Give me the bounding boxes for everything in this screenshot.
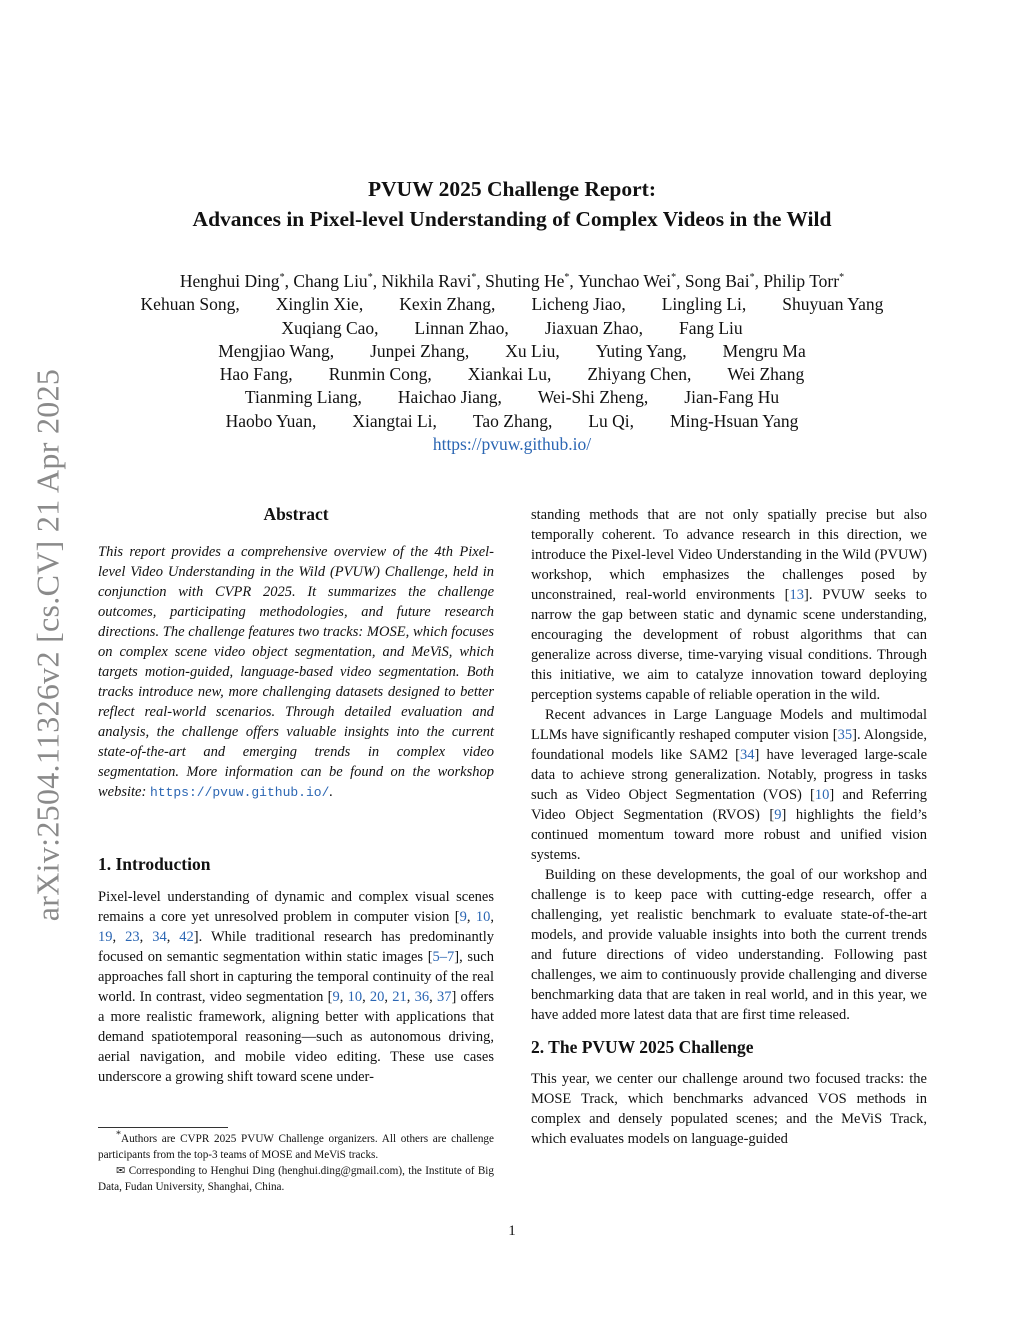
citation-link[interactable]: 13 xyxy=(789,587,805,603)
citation-link[interactable]: 20 xyxy=(369,988,385,1005)
citation-link[interactable]: 10 xyxy=(475,908,491,925)
abstract-url-link[interactable]: https://pvuw.github.io/ xyxy=(149,785,330,800)
text-run: , xyxy=(384,988,393,1005)
author-name: Licheng Jiao, xyxy=(531,294,626,315)
footnote-mark: * xyxy=(116,1129,121,1141)
author-name: Lingling Li, xyxy=(661,294,747,315)
arxiv-stamp: arXiv:2504.11326v2 [cs.CV] 21 Apr 2025 xyxy=(29,368,66,922)
text-run: ] have leveraged large-scale data to achieve strong generalization. Notably, progress in tasks such as Video Object Segmentation (VOS) [ xyxy=(531,747,928,803)
author-row xyxy=(0,293,1024,316)
author-row xyxy=(0,410,1024,433)
section-2-paragraph-1 xyxy=(531,1069,927,1149)
right-column xyxy=(531,505,927,1149)
author-name: Wei Zhang xyxy=(727,364,805,385)
author-name: Jiaxuan Zhao, xyxy=(544,317,643,338)
author-row xyxy=(0,340,1024,363)
organizer-mark: * xyxy=(367,272,373,284)
text-run: ]. PVUW seeks to narrow the gap between static and dynamic scene understanding, encouraging the development of robust algorithms that can generalize across diverse, time-varying visual conditions. Through this initiative, we aim to catalyze innovation toward deploying perception systems capable of reliable operation in the wild. xyxy=(531,587,927,703)
text-run: ], such approaches fall short in capturing the temporal continuity of the real world. In contrast, video segmentation [ xyxy=(98,948,494,1005)
author-name: Yunchao Wei xyxy=(578,271,672,291)
text-run: Building on these developments, the goal of our workshop and challenge is to keep pace with cutting-edge research, offer a challenging, yet realistic benchmark to evaluate state-of-the-art models, and provide valuable insights into both the current trends and future directions of video understanding. Following past challenges, we aim to continuously provide challenging and diverse benchmarking data that are taken in real world, and in this year, we have added more latest data that are first time released. xyxy=(531,867,927,1023)
text-run: ] offers a more realistic framework, aligning better with applications that demand spatiotemporal reasoning—such as autonomous driving, aerial navigation, and mobile video editing. These use cases underscore a growing shift toward scene under- xyxy=(98,988,495,1085)
author-name: Haobo Yuan, xyxy=(225,410,317,431)
author-name: Song Bai xyxy=(684,271,750,291)
author-name: Xuqiang Cao, xyxy=(281,317,379,338)
envelope-icon: ✉ xyxy=(116,1165,126,1177)
intro-paragraph-4 xyxy=(531,865,927,1025)
intro-paragraph-1 xyxy=(98,887,494,1087)
author-name: Yuting Yang, xyxy=(595,340,687,361)
text-run: , xyxy=(339,988,348,1005)
abstract-body: This report provides a comprehensive overview of the 4th Pixel-level Video Understanding in the Wild (PVUW) Challenge, held in conjunction with CVPR 2025. It summarizes the challenge outcomes, participating methodologies, and future research directions. The challenge features two tracks: MOSE, which focuses on complex scene video object segmentation, and MeViS, which targets motion-guided, language-based video segmentation. Both tracks introduce new, more challenging datasets designed to better reflect real-world scenarios. Through detailed evaluation and analysis, the challenge offers valuable insights into the current state-of-the-art and emerging trends in complex video segmentation. More information can be found on the workshop website: xyxy=(98,544,494,800)
left-column xyxy=(98,500,494,1087)
author-name: Xu Liu, xyxy=(505,340,560,361)
text-run: ]. While traditional research has predominantly focused on semantic segmentation within static images [ xyxy=(98,928,495,965)
citation-link[interactable]: 9 xyxy=(332,988,340,1005)
author-name: Runmin Cong, xyxy=(328,364,432,385)
text-run: This year, we center our challenge around two focused tracks: the MOSE Track, which benchmarks advanced VOS methods in complex and densely populated scenes; and the MeViS Track, which evaluates models on language-guided xyxy=(531,1071,927,1147)
author-row xyxy=(0,363,1024,386)
footnote-rule xyxy=(98,1127,228,1128)
author-name: Henghui Ding xyxy=(179,271,280,291)
text-run: ] highlights the field’s continued momentum toward more robust and unified vision systems. xyxy=(531,807,927,863)
organizer-mark: * xyxy=(671,272,677,284)
author-name: Mengjiao Wang, xyxy=(218,340,335,361)
intro-paragraph-3 xyxy=(531,705,927,865)
author-name: Jian-Fang Hu xyxy=(684,387,780,408)
footnote-organizers: *Authors are CVPR 2025 PVUW Challenge organizers. All others are challenge participants from the top-3 teams of MOSE and MeViS tracks. xyxy=(98,1129,494,1161)
author-block xyxy=(0,270,1024,456)
author-name: Mengru Ma xyxy=(722,340,806,361)
abstract-text xyxy=(98,542,494,803)
organizer-mark: * xyxy=(749,272,755,284)
project-url-link[interactable]: https://pvuw.github.io/ xyxy=(432,434,592,455)
author-name: Xinglin Xie, xyxy=(275,294,364,315)
citation-link[interactable]: 37 xyxy=(436,988,452,1005)
author-name: Hao Fang, xyxy=(219,364,293,385)
citation-link[interactable]: 10 xyxy=(347,988,363,1005)
abstract-heading: Abstract xyxy=(263,504,329,524)
author-name: Xiankai Lu, xyxy=(467,364,552,385)
author-name: Philip Torr xyxy=(763,271,840,291)
page-number: 1 xyxy=(508,1223,516,1239)
organizer-authors: Henghui Ding*, Chang Liu*, Nikhila Ravi*, Shuting He*, Yunchao Wei*, Song Bai*, Philip Torr* xyxy=(0,270,1024,293)
author-name: Lu Qi, xyxy=(588,410,635,431)
text-run: , xyxy=(362,988,370,1005)
citation-link[interactable]: 42 xyxy=(179,928,194,945)
citation-link[interactable]: 5–7 xyxy=(432,948,455,965)
citation-link[interactable]: 34 xyxy=(152,928,167,945)
author-row xyxy=(0,386,1024,409)
organizer-mark: * xyxy=(279,272,285,284)
organizer-mark: * xyxy=(471,272,477,284)
text-run: , xyxy=(166,928,180,945)
citation-link[interactable]: 10 xyxy=(814,787,830,803)
citation-link[interactable]: 35 xyxy=(837,727,853,743)
author-name: Fang Liu xyxy=(678,317,743,338)
text-run: , xyxy=(429,988,437,1005)
citation-link[interactable]: 34 xyxy=(740,747,755,763)
author-name: Shuyuan Yang xyxy=(782,294,884,315)
author-name: Chang Liu xyxy=(293,271,368,291)
text-run: , xyxy=(139,928,153,945)
footnote-corresponding: ✉ Corresponding to Henghui Ding (henghui.ding@gmail.com), the Institute of Big Data, Fudan University, Shanghai, China. xyxy=(98,1165,494,1193)
author-name: Zhiyang Chen, xyxy=(587,364,692,385)
author-name: Kexin Zhang, xyxy=(399,294,496,315)
author-name: Junpei Zhang, xyxy=(370,340,470,361)
text-run: Recent advances in Large Language Models and multimodal LLMs have significantly reshaped computer vision [ xyxy=(531,707,927,743)
author-name: Xiangtai Li, xyxy=(352,410,437,431)
title-line-1: PVUW 2025 Challenge Report: xyxy=(367,177,657,201)
abstract-end: . xyxy=(329,784,334,800)
paper-title xyxy=(0,174,1024,234)
footnotes xyxy=(98,1127,494,1195)
text-run: ] and Referring Video Object Segmentation (RVOS) [ xyxy=(531,787,927,823)
author-row xyxy=(0,317,1024,340)
author-name: Linnan Zhao, xyxy=(414,317,509,338)
author-name: Shuting He xyxy=(485,271,565,291)
text-run: , xyxy=(112,928,126,945)
text-run: ]. Alongside, foundational models like SAM2 [ xyxy=(531,727,927,763)
text-run: Pixel-level understanding of dynamic and complex visual scenes remains a core yet unresolved problem in computer vision [ xyxy=(98,888,494,925)
intro-paragraph-2 xyxy=(531,505,927,705)
citation-link[interactable]: 23 xyxy=(125,928,140,945)
organizer-mark: * xyxy=(564,272,570,284)
text-run: , xyxy=(406,988,415,1005)
section-2-heading: 2. The PVUW 2025 Challenge xyxy=(531,1037,754,1057)
author-name: Nikhila Ravi xyxy=(381,271,472,291)
author-name: Haichao Jiang, xyxy=(397,387,502,408)
introduction-heading: 1. Introduction xyxy=(98,853,211,874)
citation-link[interactable]: 21 xyxy=(392,988,407,1005)
citation-link[interactable]: 19 xyxy=(98,928,113,945)
citation-link[interactable]: 36 xyxy=(414,988,430,1005)
text-run: , xyxy=(466,908,476,925)
author-name: Tianming Liang, xyxy=(244,387,362,408)
author-name: Tao Zhang, xyxy=(472,410,553,431)
author-name: Wei-Shi Zheng, xyxy=(537,387,649,408)
text-run: , xyxy=(490,908,494,925)
citation-link[interactable]: 9 xyxy=(774,807,782,823)
text-run: standing methods that are not only spatially precise but also temporally coherent. To advance research in this direction, we introduce the Pixel-level Video Understanding in the Wild (PVUW) workshop, which emphasizes the challenges posed by unconstrained, real-world environments [ xyxy=(531,507,927,603)
author-name: Ming-Hsuan Yang xyxy=(670,410,799,431)
author-name: Kehuan Song, xyxy=(140,294,240,315)
organizer-mark: * xyxy=(839,272,845,284)
participant-authors xyxy=(0,293,1024,433)
title-line-2: Advances in Pixel-level Understanding of Complex Videos in the Wild xyxy=(192,207,832,231)
citation-link[interactable]: 9 xyxy=(459,908,467,925)
